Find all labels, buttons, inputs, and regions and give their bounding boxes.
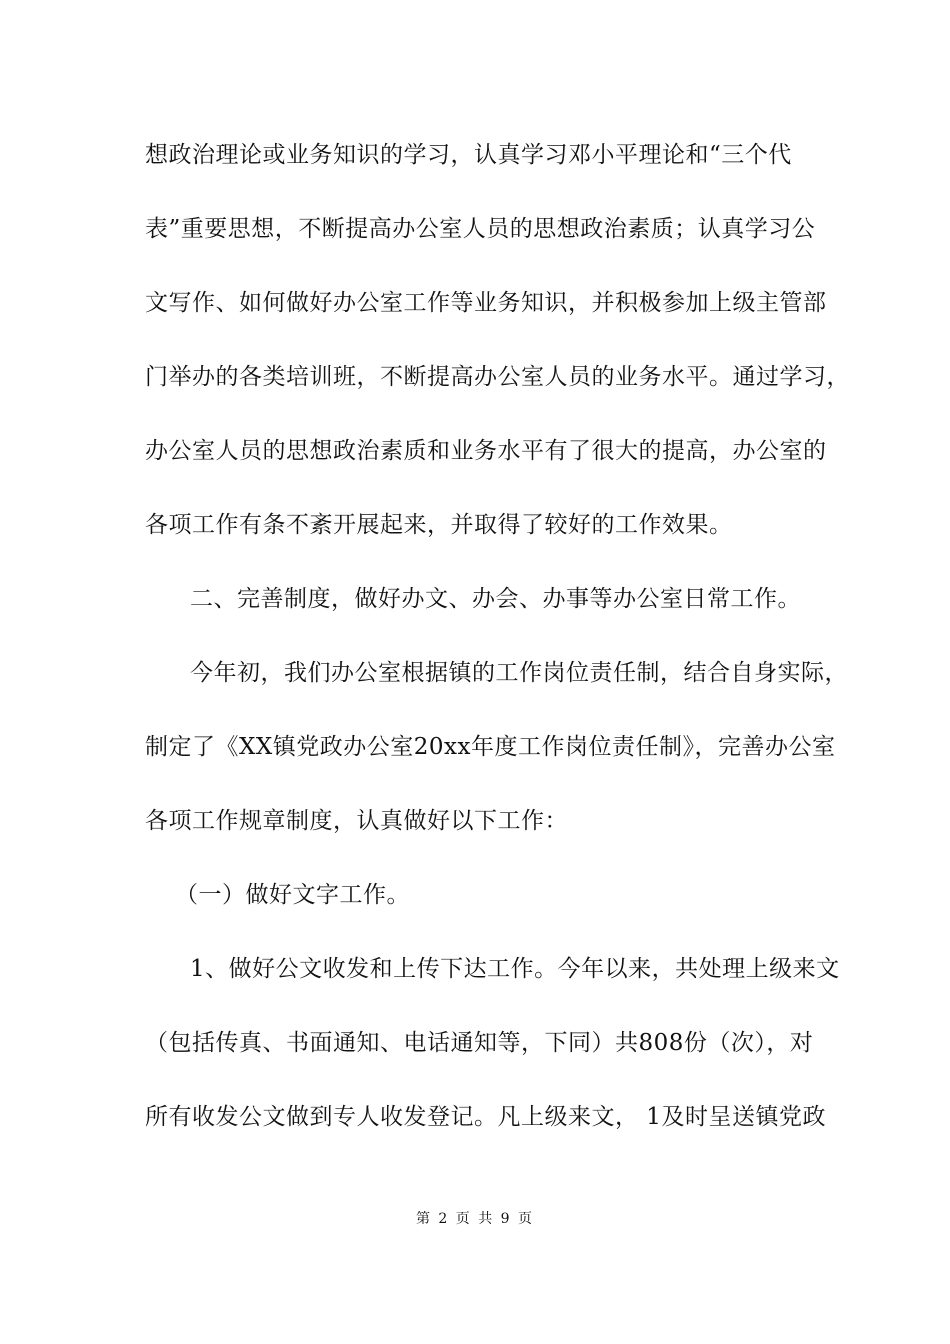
subsection-heading: （一）做好文字工作。 [175, 882, 410, 908]
paragraph-line: 文写作、如何做好办公室工作等业务知识，并积极参加上级主管部 [145, 290, 827, 316]
paragraph-line: 今年初，我们办公室根据镇的工作岗位责任制，结合自身实际， [190, 660, 848, 686]
paragraph-line: 所有收发公文做到专人收发登记。凡上级来文， 1及时呈送镇党政 [145, 1104, 826, 1130]
paragraph-line: 想政治理论或业务知识的学习，认真学习邓小平理论和“三个代 [145, 142, 792, 168]
paragraph-line: 办公室人员的思想政治素质和业务水平有了很大的提高，办公室的 [145, 438, 827, 464]
paragraph-line: 制定了《XX镇党政办公室20xx年度工作岗位责任制》，完善办公室 [145, 734, 836, 760]
paragraph-line: 门举办的各类培训班，不断提高办公室人员的业务水平。通过学习， [145, 364, 850, 390]
section-heading: 二、完善制度，做好办文、办会、办事等办公室日常工作。 [190, 586, 801, 612]
paragraph-line: 表”重要思想，不断提高办公室人员的思想政治素质；认真学习公 [145, 216, 816, 242]
paragraph-line: 1、做好公文收发和上传下达工作。今年以来，共处理上级来文 [190, 956, 840, 982]
paragraph-line: 各项工作有条不紊开展起来，并取得了较好的工作效果。 [145, 512, 733, 538]
page-number-footer: 第 2 页 共 9 页 [415, 1211, 535, 1227]
paragraph-line: 各项工作规章制度，认真做好以下工作： [145, 808, 568, 834]
paragraph-line: （包括传真、书面通知、电话通知等，下同）共808份（次），对 [145, 1030, 814, 1056]
